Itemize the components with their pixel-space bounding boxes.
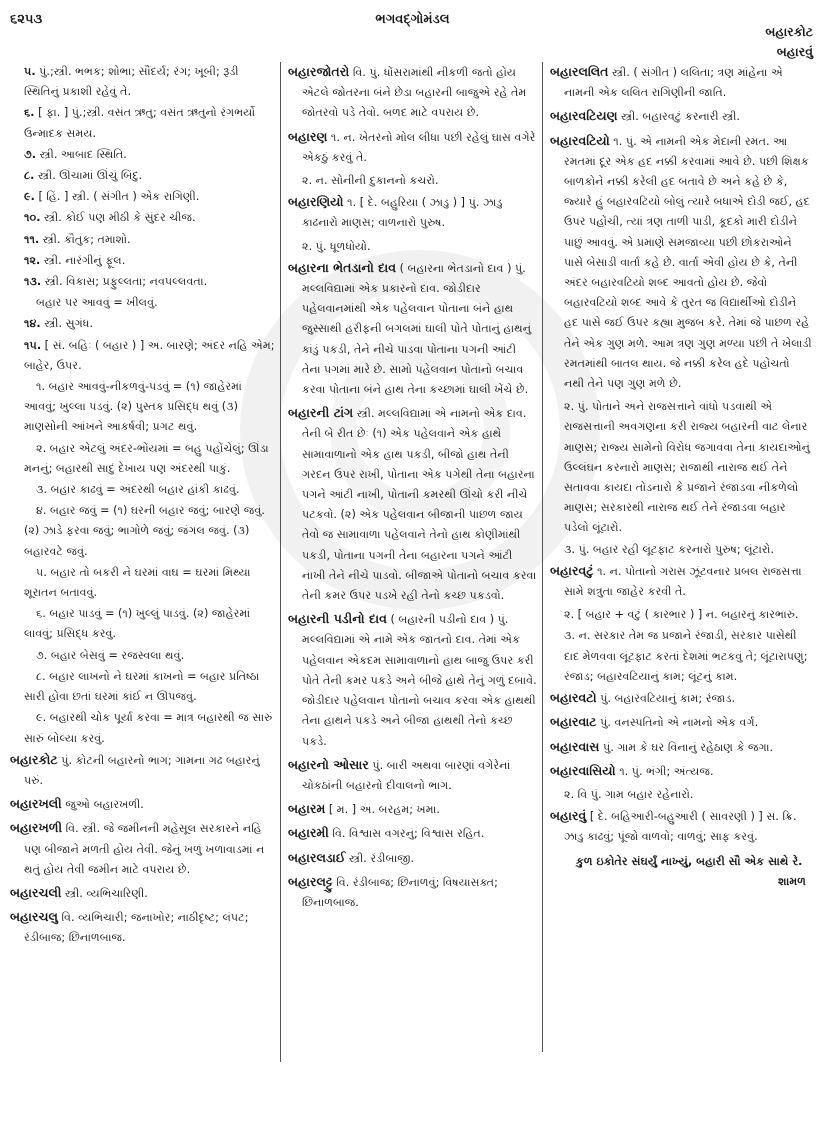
dictionary-entry: બહારણ ૧. ન. ખેતરનો મોલ લીધા પછી રહેલું ઘાસ વગેરે એકઠું કરવું તે. (288, 128, 536, 164)
dictionary-entry: બહારવટિયણ સ્ત્રી. બહારવટું કરનારી સ્ત્રી. (550, 108, 740, 124)
sense: ૧૪. સ્ત્રી. સુગંધ. (24, 317, 94, 331)
sense: ૧૧. સ્ત્રી. કૌતુક; તમાશો. (24, 232, 131, 246)
citation-quote: કુળ ઇકોતેર સંઘર્યું નાખ્યું, બહારી સૌ એક સાથે રે. (576, 854, 803, 868)
headword: બહારખળી (10, 820, 63, 836)
sense: ૮. સ્ત્રી. ઊંચામાં ઊંચું બિંદુ. (24, 169, 143, 183)
guide-word-first: બહારકોટ (765, 24, 813, 39)
idiom: ૫. બહાર તો બકરી ને ઘરમાં વાઘ = ઘરમાં મિથ્યા શૂરાતન બતાવવું. (24, 565, 251, 600)
dictionary-entry: બહારની ટાંગ સ્ત્રી. મલ્લવિદ્યામાં એ નામનો એક દાવ. તેની બે રીત છેઃ (૧) એક પહેલવાને એક હાથે સામાવાળાનો એક હાથ પકડી, બીજો હાથ તેની ગરદન ઉપર રાખી, પોતાના એક પગેથી તેના બહારના પગને આંટી નાખી, પોતાની કમરથી ઊંચો કરી નીચે પટકવો. (૨) એક પહેલવાન બીજાની પાછળ જાય તેવો જ સામાવાળા પહેલવાને તેનો હાથ કોણીમાંથી પકડી, પોતાના પગની તેના બહારના પગને આંટી નાખી તેને નીચે પાડવો. બીજાએ પોતાનો બચાવ કરવા તેની કમર ઉપર પડખે રહી તેનો કચ્છ પકડવો. (288, 405, 537, 603)
headword: બહારવટું (550, 562, 594, 578)
headword: બહારલડાઈ (288, 849, 346, 865)
dictionary-entry: બહારમ [ મ. ] અ. બરહમ; ખમા. (288, 801, 440, 817)
headword: બહારચલુ (10, 909, 58, 925)
column-3 (550, 62, 812, 892)
column-1 (10, 62, 276, 952)
sense: ૭. સ્ત્રી. આબાદ સ્થિતિ. (24, 147, 127, 161)
dictionary-entry: બહારવટિયો ૧. પું. એ નામની એક મેદાની રમત. આ રમતમાં દૂર એક હદ નક્કી કરવામાં આવે છે. પછી શિક્ષક બાળકોને નક્કી કરેલી હદ બતાવે છે અને કહે છે કે, જ્યારે હું બહારવટિયો બોલું ત્યારે બધાએ દોડી જઈ, હદ ઉપર પહોંચી, ત્યાં ત્રણ તાળી પાડી, કૂદકો મારી દોડીને પાછું આવવું. એ પ્રમાણે સમજાવ્યા પછી છોકરાઓને પાસે બેસાડી વાર્તા કહે છે. વાર્તા એવી હોય છે કે, તેની અંદર બહારવટિયો શબ્દ આવતો હોય છે. જેવો બહારવટિયો શબ્દ આવે કે તુરત જ વિદ્યાર્થીઓ દોડીને હદ પાસે જઈ ઉપર કહ્યા મુજબ કરે. તેમાં જે પાછળ રહે તેને એક ગુણ મળે. આમ ત્રણ ગુણ મળ્યા પછી તે ખેલાડી રમતમાંથી બાતલ થાય. જે નક્કી કરેલ હદે પહોંચતો નથી તેને પણ ગુણ મળે છે. (550, 132, 812, 391)
dictionary-entry: બહારચલુ વિ. વ્યભિચારી; જનાખોર; નાઠીદૃષ્ટ; લંપટ; રંડીબાજ; છિનાળબાજ. (10, 909, 249, 945)
idiom: ૭. બહાર બેસવું = રજસ્વલા થવું. (36, 648, 185, 662)
dictionary-entry: બહારણિયો ૧. [ દે. બહુરિયા ( ઝાડુ ) ] પું. ઝાડુ કાઢનારો માણસ; વાળનારો પુરુષ. (288, 194, 503, 230)
idiom: ૯. બહારથી ચોક પૂર્યા કરવા = માત્ર બહારથી જ સારું સારું બોલ્યા કરવું. (24, 711, 273, 745)
headword: બહારવટિયણ (550, 108, 618, 124)
page-number: ૬૨૫૩ (10, 12, 43, 27)
sense: ૨. ન. સોનીની દુકાનનો કચરો. (302, 174, 439, 188)
sense: ૧૨. સ્ત્રી. નારંગીનું ફૂલ. (24, 253, 126, 267)
sense: ૧૩. સ્ત્રી. વિકાસ; પ્રફુલ્લતા; નવપલ્લવતા. (24, 275, 208, 289)
running-title: ભગવદ્ગોમંડલ (375, 12, 450, 27)
dictionary-entry: બહારચલી સ્ત્રી. વ્યભિચારિણી. (10, 884, 148, 900)
guide-words (765, 22, 813, 62)
headword: બહારમ (288, 801, 326, 817)
idiom: ૬. બહાર પાડવું = (૧) ખુલ્લું પાડવું. (૨) જાહેરમાં લાવવું; પ્રસિદ્ધ કરવું. (24, 607, 251, 641)
page-header (0, 0, 825, 60)
dictionary-entry: બહારના ભેતડાનો દાવ ( બહારના ભેતડાનો દાવ ) પું. મલ્લવિદ્યામાં એક પ્રકારનો દાવ. જોડીદાર પહેલવાનમાંથી એક પહેલવાન પોતાના બંને હાથ જુસ્સાથી હરીફની બગલમાં ઘાલી પોતે પોતાનું હાથનું કાંડું પકડી, તેને નીચે પાડવા પોતાના પગની આંટી તેના પગમાં મારે છે. સામો પહેલવાન પોતાનો બચાવ કરવા પોતાના બંને હાથ તેના કચ્છામાં ઘાલી ખેંચે છે. (288, 259, 532, 397)
dictionary-entry: બહારવાટ પું. વનસ્પતિનો એ નામનો એક વર્ગ. (550, 714, 759, 730)
sense: ૨. પું. પોતાને અને રાજસત્તાને વાંધો પડવાથી એ રાજસત્તાની અવગણના કરી રાજ્ય બહારની વાટ લેનાર માણસ; રાજ્ય સામેનો વિરોધ જગાવવા તેના કાયદાઓનું ઉલ્લંઘન કરનારો માણસ; રાજાથી નારાજ થઈ તેને સતાવવા કાયદા તોડનારો કે પ્રજાને રંજાડવા નીકળેલો માણસ; સરકારથી નારાજ થઈ તેને રંજાડવા બહાર પડેલો લૂંટારો. (564, 400, 811, 535)
idiom: બહાર પર આવવું = ખીલવું. (36, 296, 158, 310)
headword: બહારમી (288, 825, 329, 841)
sense: ૩. ન. સરકાર તેમ જ પ્રજાને રંજાડી, સરકાર પાસેથી દાદ મેળવવા લૂંટફાટ કરતાં દેશમાં ભટકવું તે; લૂંટારાપણું; રંજાડ; બહારવટિયાનું કામ; લૂંટનું કામ. (564, 629, 808, 683)
headword: બહારચલી (10, 884, 62, 900)
dictionary-entry: બહારની પડીનો દાવ ( બહારની પડીનો દાવ ) પું. મલ્લવિદ્યામાં એ નામે એક જાતનો દાવ. તેમાં એક પહેલવાન એકદમ સામાવાળાનો હાથ બાજુ ઉપર કરી પોતે તેની કમર પકડે અને બીજે હાથે તેનું ગળું દબાવે. જોડીદાર પહેલવાન પોતાનો બચાવ કરવા એક હાથથી તેના હાથને પકડે અને બીજા હાથથી તેનો કચ્છ પકડે. (288, 611, 537, 748)
idiom: ૧. બહાર આવવું-નીકળવું-પડવું = (૧) જાહેરમાં આવવું; ખુલ્લા પડવું. (૨) પુસ્તક પ્રસિદ્ધ થવું (૩) માણસોની આંખને આકર્ષવી; પ્રગટ થવું. (24, 380, 242, 434)
dictionary-entry: બહારમી વિ. વિશ્વાસ વગરનું; વિશ્વાસ રહિત. (288, 825, 485, 841)
headword: બહારની ટાંગ (288, 405, 354, 421)
guide-word-last: બહારવું (776, 44, 813, 59)
idiom: ૩. બહાર કાઢવું = અંદરથી બહાર હાંકી કાઢવું. (36, 483, 240, 497)
sense: ૩. પું. બહાર રહી લૂંટફાટ કરનારો પુરુષ; લૂંટારો. (564, 542, 774, 556)
headword: બહારવટો (550, 690, 597, 706)
column-divider (280, 62, 281, 1062)
headword: બહારવટિયો (550, 132, 610, 148)
sense: ૨. [ બહાર + વટું ( કારભાર ) ] ન. બહારનું કારભારું. (564, 608, 799, 622)
headword: બહારના ભેતડાનો દાવ (288, 259, 397, 275)
headword: બહારજોતરો (288, 64, 350, 79)
headword: બહારલલિત (550, 64, 609, 79)
dictionary-entry: બહારનો ઓસાર પું. બારી અથવા બારણાં વગેરેનાં ચોકઠાંની બહારનો દીવાલનો ભાગ. (288, 756, 511, 792)
idiom: ૪. બહાર જવું = (૧) ઘરની બહાર જવું; બારણે જવું. (૨) ઝાડે ફરવા જવું; ભાગોળે જવું; જંગલ જવું. (૩) બહારવટે જવું. (24, 504, 265, 558)
headword: બહારલટ્ટુ (288, 873, 333, 889)
headword: બહારવાસિયો (550, 762, 616, 778)
dictionary-entry: બહારજોતરો વિ. પું. ધોંસરામાંથી નીકળી જતો હોય એટલે જોતરના બંને છેડા બહારની બાજુએ રહે તેમ જોતરવો પડે તેવો. બળદ માટે વપરાય છે. (288, 64, 527, 120)
dictionary-entry: બહારવું [ દે. બહિઆરી-બહુઆરી ( સાવરણી ) ] સ. ક્રિ. ઝાડુ કાઢવું; પૂંજો વાળવો; વાળવું; સાફ કરવું. (550, 808, 797, 844)
headword: બહારણિયો (288, 194, 344, 210)
headword: બહારખલી (10, 796, 62, 812)
dictionary-entry: બહારકોટ પું. કોટની બહારનો ભાગ; ગામના ગઢ બહારનું પરું. (10, 751, 260, 787)
dictionary-entry: બહારલલિત સ્ત્રી. ( સંગીત ) લલિતા; ત્રણ માંહેના એ નામની એક લલિત રાગિણીની જાતિ. (550, 64, 783, 100)
dictionary-columns (0, 62, 825, 1136)
sense: ૧૦. સ્ત્રી. કોઈ પણ મીઠી કે સુંદર ચીજ. (24, 211, 196, 225)
dictionary-entry: બહારખળી વિ. સ્ત્રી. જે જમીનની મહેસૂલ સરકારને નહિ પણ બીજાને મળતી હોય તેવી. જેનું ખળું ખળાવાડમાં ન થતું હોય તેવી જમીન માટે વપરાય છે. (10, 820, 265, 876)
idiom: ૨. બહાર એટલું અંદર-ભોંયમાં = બહુ પહોંચેલું; ઊંડા મનનું; બહારથી સાદું દેખાય પણ અંદરથી પાકું. (24, 441, 269, 475)
dictionary-entry: બહારવટું ૧. ન. પોતાનો ગરાસ ઝૂંટવનાર પ્રબલ રાજસત્તા સામે શત્રુતા જાહેર કરવી તે. (550, 562, 802, 599)
headword: બહારવું (550, 808, 587, 824)
headword: બહારનો ઓસાર (288, 756, 369, 772)
dictionary-entry: બહારવાસિયો ૧. પું. ભંગી; અંત્યજ. (550, 762, 714, 778)
sense: ૯. [ હિં. ] સ્ત્રી. ( સંગીત ) એક રાગિણી. (24, 190, 200, 204)
dictionary-entry: બહારલડાઈ સ્ત્રી. રંડીબાજી. (288, 849, 415, 865)
headword: બહારવાસ (550, 738, 600, 754)
sense: ૨. વિ પું. ગામ બહાર રહેનારો. (564, 787, 694, 801)
citation-source: શામળ (778, 874, 806, 888)
column-divider (542, 62, 543, 1052)
sense: ૨. પું. ધૂળધોયો. (302, 239, 371, 253)
idiom: ૮. બહાર લાખનો ને ઘરમાં કાખનો = બહાર પ્રતિષ્ઠા સારી હોવા છતાં ઘરમાં કાંઈ ન ઊપજવું. (24, 669, 260, 704)
column-2 (288, 62, 538, 916)
dictionary-entry: બહારવાસ પું. ગામ કે ઘર વિનાનું રહેઠાણ કે જગા. (550, 738, 774, 754)
dictionary-entry: બહારખલી જુઓ બહારખળી. (10, 796, 144, 812)
headword: બહારવાટ (550, 714, 597, 730)
sense: ૧૫. [ સં. બહિઃ ( બહાર ) ] અ. બારણે; અંદર નહિ એમ; બાહેર, ઉપર. (24, 338, 275, 372)
headword: બહારણ (288, 128, 328, 144)
dictionary-entry: બહારલટ્ટુ વિ. રંડીબાજ; છિનાળવું; વિષયાસક્ત; છિનાળબાજ. (288, 873, 498, 909)
dictionary-entry: બહારવટો પું. બહારવટિયાનું કામ; રંજાડ. (550, 690, 736, 706)
sense: ૬. [ ફા. ] પું.;સ્ત્રી. વસંત ઋતુ; વસંત ઋતુનો રંગભર્યો ઉન્માદક સમય. (24, 106, 256, 140)
sense: ૫. પું.;સ્ત્રી. ભભક; શોભા; સૌંદર્ય; રંગ; ખૂબી; રૂડી સ્થિતિનું પ્રકાશી રહેવું તે. (24, 65, 239, 99)
headword: બહારકોટ (10, 751, 58, 767)
headword: બહારની પડીનો દાવ (288, 611, 387, 627)
